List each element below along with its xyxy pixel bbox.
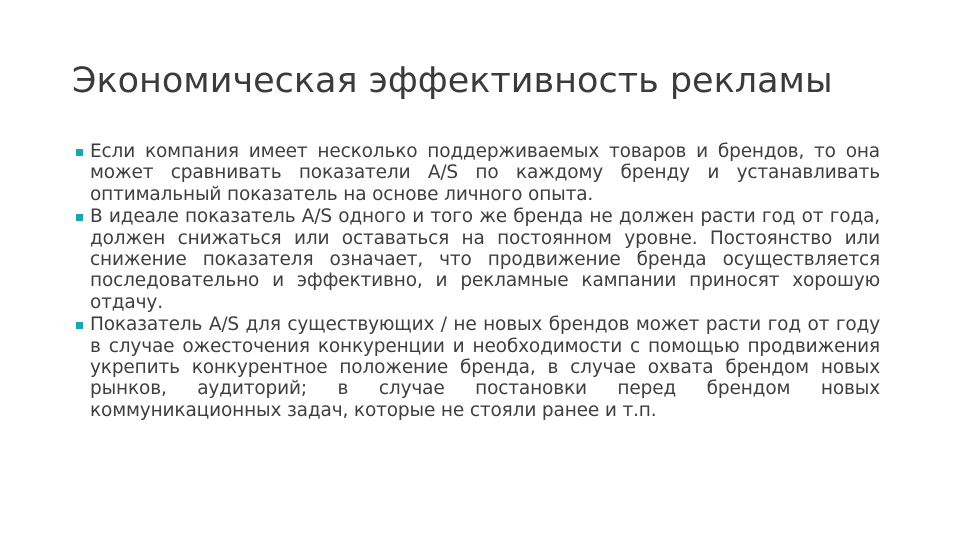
square-bullet-icon <box>76 214 83 221</box>
bullet-item-3 <box>74 314 880 421</box>
square-bullet-icon <box>76 149 83 156</box>
bullet-item-2 <box>74 206 880 313</box>
bullet-text: В идеале показатель А/S одного и того же бренда не должен расти год от года, должен снижаться или оставаться на постоянном уровне. Постоянство или снижение показателя означает, что продвижение бренда осуществляется последовательно и эффективно, и рекламные кампании приносят хорошую отдачу. <box>90 206 880 313</box>
square-bullet-icon <box>76 322 83 329</box>
bullet-list <box>74 141 880 422</box>
bullet-item-1 <box>74 141 880 205</box>
bullet-text: Если компания имеет несколько поддерживаемых товаров и брендов, то она может сравнивать показатели А/S по каждому бренду и устанавливать оптимальный показатель на основе личного опыта. <box>90 141 880 205</box>
slide-title: Экономическая эффективность рекламы <box>72 61 833 101</box>
bullet-text: Показатель А/S для существующих / не новых брендов может расти год от году в случае ожесточения конкуренции и необходимости с помощью продвижения укрепить конкурентное положение бренда, в случае охвата брендом новых рынков, аудиторий; в случае постановки перед брендом новых коммуникационных задач, которые не стояли ранее и т.п. <box>90 314 880 421</box>
